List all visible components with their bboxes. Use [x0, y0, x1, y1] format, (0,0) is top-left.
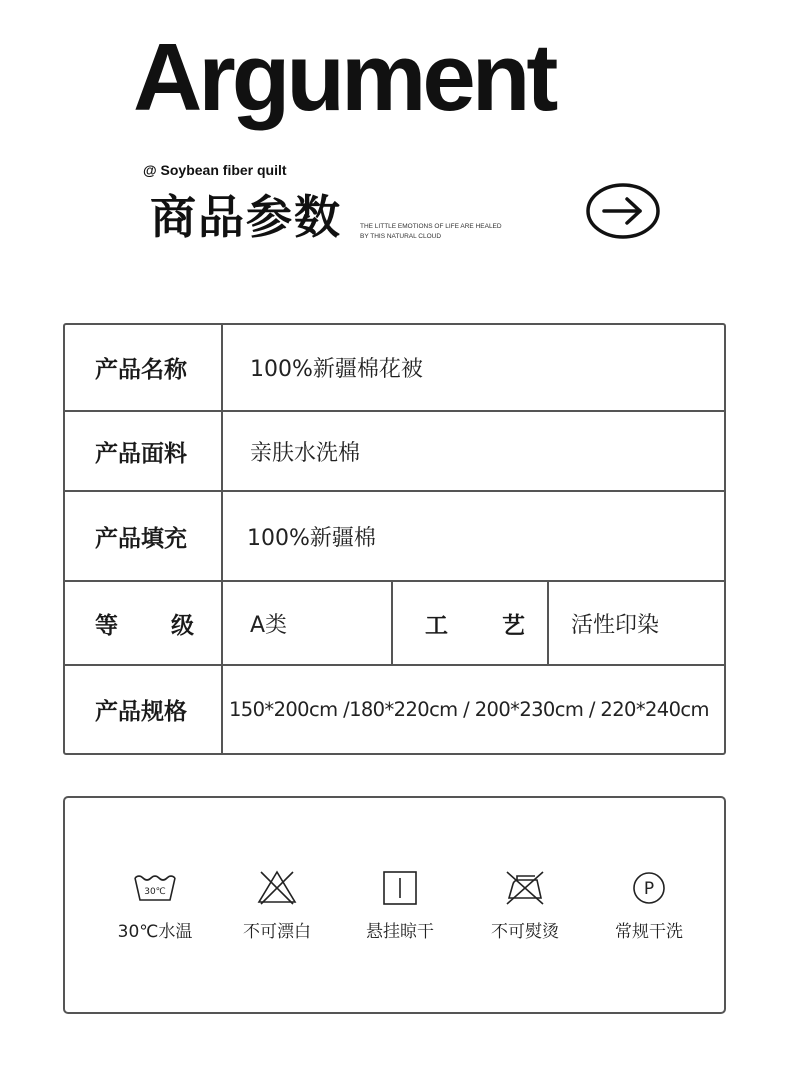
- svg-text:P: P: [643, 879, 655, 899]
- spec-label: 产品规格: [65, 666, 223, 753]
- table-row-filling: [65, 492, 724, 582]
- care-label-hang-dry: 悬挂晾干: [366, 922, 434, 942]
- subtitle: @ Soybean fiber quilt: [143, 162, 287, 178]
- dry-clean-p-icon: [625, 868, 673, 908]
- wash-30-icon: [131, 868, 179, 908]
- care-item-no-iron: [475, 868, 575, 942]
- care-item-wash: [105, 868, 205, 942]
- care-label-dry-clean: 常规干洗: [615, 922, 683, 942]
- name-value: 100%新疆棉花被: [250, 357, 423, 382]
- care-item-dry-clean: [599, 868, 699, 942]
- care-instructions-box: [63, 796, 726, 1014]
- product-parameter-table: [63, 323, 726, 755]
- care-item-no-bleach: [227, 868, 327, 942]
- grade-label: [65, 582, 223, 664]
- filling-label: 产品填充: [65, 492, 223, 580]
- filling-value: 100%新疆棉: [247, 525, 376, 551]
- section-title: 商品参数: [150, 190, 342, 244]
- table-row-grade-craft: [65, 582, 724, 666]
- no-bleach-icon: [253, 868, 301, 908]
- hang-dry-icon: [376, 868, 424, 908]
- care-item-hang-dry: [350, 868, 450, 942]
- table-row-spec: [65, 666, 724, 753]
- tagline: [360, 222, 502, 242]
- tagline-line-1: THE LITTLE EMOTIONS OF LIFE ARE HEALED: [360, 223, 502, 230]
- arrow-right-circle-icon: [586, 183, 660, 239]
- care-label-no-iron: 不可熨烫: [491, 922, 559, 942]
- spec-value: 150*200cm /180*220cm / 200*230cm / 220*240cm: [229, 698, 709, 721]
- table-row-fabric: [65, 412, 724, 492]
- fabric-value: 亲肤水洗棉: [250, 440, 361, 466]
- grade-label-char-2: 级: [171, 612, 194, 639]
- craft-value: 活性印染: [571, 612, 660, 638]
- name-label: 产品名称: [65, 325, 223, 410]
- svg-text:30℃: 30℃: [144, 887, 166, 897]
- tagline-line-2: BY THIS NATURAL CLOUD: [360, 233, 442, 241]
- grade-value: A类: [223, 582, 393, 664]
- craft-label: [393, 582, 549, 664]
- no-iron-icon: [501, 868, 549, 908]
- grade-label-char-1: 等: [95, 612, 118, 639]
- brand-title: Argument: [133, 24, 555, 131]
- table-row-name: [65, 325, 724, 412]
- craft-label-char-2: 艺: [502, 612, 525, 639]
- care-label-no-bleach: 不可漂白: [243, 922, 311, 942]
- fabric-label: 产品面料: [65, 412, 223, 490]
- craft-label-char-1: 工: [425, 612, 448, 639]
- care-label-wash: 30℃水温: [117, 922, 193, 942]
